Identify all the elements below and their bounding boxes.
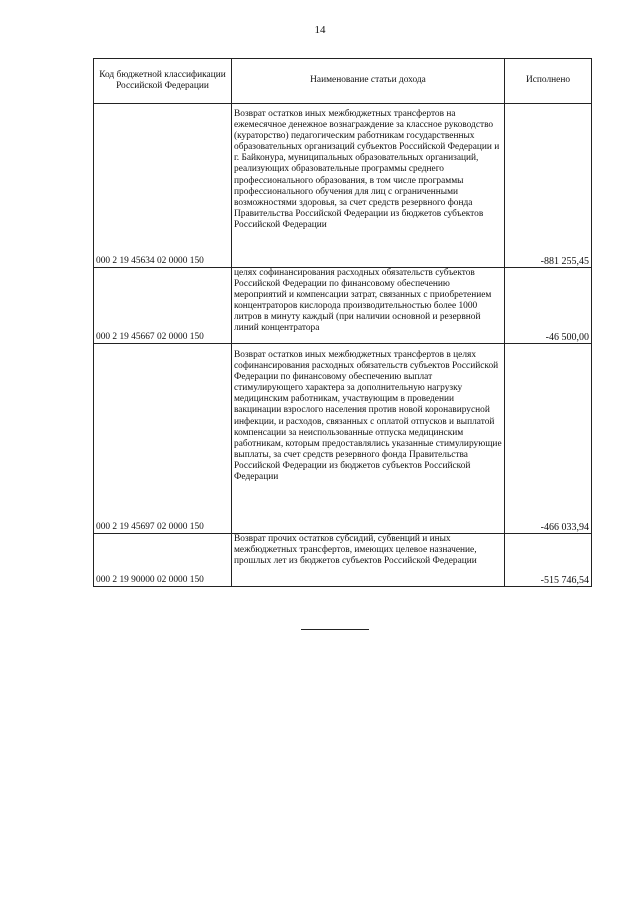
table-row	[94, 534, 592, 587]
budget-code-cell: 000 2 19 45667 02 0000 150	[94, 268, 232, 344]
revenue-name-cell: целях софинансирования расходных обязательств субъектов Российской Федерации по финансовому обеспечению мероприятий и компенсации затрат, связанных с приобретением концентраторов кислорода производительностью более 1000 литров в минуту каждый (при наличии основной и резервной линий концентратора	[232, 268, 505, 344]
executed-amount-cell: -46 500,00	[505, 268, 592, 344]
executed-amount-cell: -466 033,94	[505, 344, 592, 534]
page-number: 14	[314, 24, 326, 36]
revenue-table	[93, 58, 592, 587]
revenue-name-cell: Возврат остатков иных межбюджетных трансфертов в целях софинансирования расходных обязательств субъектов Российской Федерации по финансовому обеспечению выплат стимулирующего характера за дополнительную нагрузку медицинским работникам, участвующим в проведении вакцинации взрослого населения против новой коронавирусной инфекции, и расходов, связанных с оплатой отпусков и выплатой компенсации за неиспользованные отпуска медицинским работникам, которым предоставлялись указанные стимулирующие выплаты, за счет средств резервного фонда Правительства Российской Федерации из бюджетов субъектов Российской Федерации	[232, 344, 505, 534]
revenue-name-cell: Возврат прочих остатков субсидий, субвенций и иных межбюджетных трансфертов, имеющих целевое назначение, прошлых лет из бюджетов субъектов Российской Федерации	[232, 534, 505, 587]
end-of-document-line	[301, 629, 369, 630]
revenue-name-cell: Возврат остатков иных межбюджетных трансфертов на ежемесячное денежное вознаграждение за классное руководство (кураторство) педагогическим работникам государственных образовательных организаций субъектов Российской Федерации и г. Байконура, муниципальных образовательных организаций, реализующих образовательные программы среднего профессионального образования, в том числе программы профессионального обучения для лиц с ограниченными возможностями здоровья, за счет средств резервного фонда Правительства Российской Федерации из бюджетов субъектов Российской Федерации	[232, 104, 505, 268]
header-name: Наименование статьи дохода	[232, 59, 505, 104]
executed-amount-cell: -881 255,45	[505, 104, 592, 268]
table-row	[94, 344, 592, 534]
budget-code-cell: 000 2 19 90000 02 0000 150	[94, 534, 232, 587]
table-row	[94, 104, 592, 268]
table-header-row	[94, 59, 592, 104]
budget-code-cell: 000 2 19 45634 02 0000 150	[94, 104, 232, 268]
table-row	[94, 268, 592, 344]
header-executed: Исполнено	[505, 59, 592, 104]
executed-amount-cell: -515 746,54	[505, 534, 592, 587]
budget-code-cell: 000 2 19 45697 02 0000 150	[94, 344, 232, 534]
header-code: Код бюджетной классификации Российской Федерации	[94, 59, 232, 104]
